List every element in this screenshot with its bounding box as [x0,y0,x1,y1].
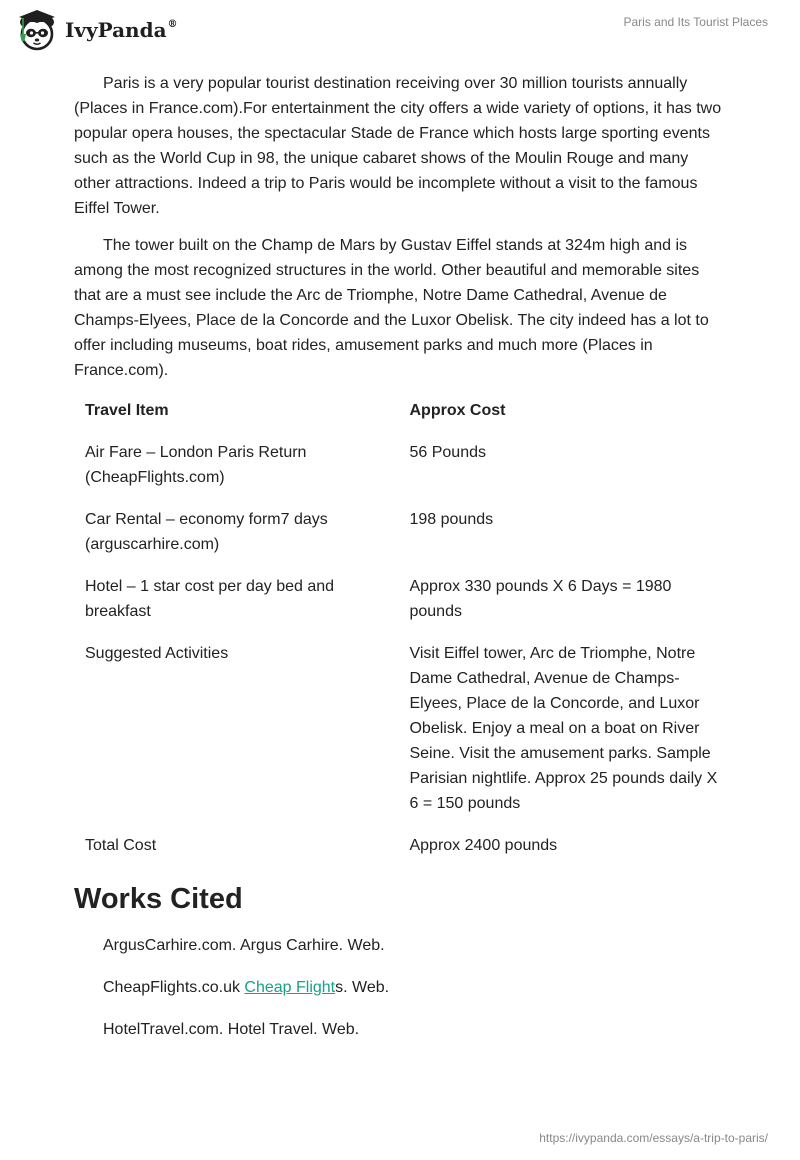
panda-mascot-icon [14,8,60,54]
registered-mark: ® [167,19,178,31]
approx-cost-cell: Approx 2400 pounds [409,837,558,854]
brand-name: IvyPanda® [65,18,178,42]
citation-entry: ArgusCarhire.com. Argus Carhire. Web. [103,937,385,954]
source-url[interactable]: https://ivypanda.com/essays/a-trip-to-paris/ [539,1131,768,1145]
travel-item-cell: Car Rental – economy form7 days (arguscarhire.com) [85,511,328,553]
approx-cost-cell: Approx 330 pounds X 6 Days = 1980 pounds [409,578,672,620]
table-row [74,833,724,875]
table-row [74,440,724,507]
travel-item-cell: Hotel – 1 star cost per day bed and breakfast [85,578,335,620]
page-header [0,0,800,70]
table-header-row [74,398,724,440]
travel-item-cell: Suggested Activities [85,645,229,662]
body-paragraph: Paris is a very popular tourist destination receiving over 30 million tourists annually (Places in France.com).For entertainment the city offers a wide variety of options, it has two popular opera houses, the spectacular Stade de France which hosts large sporting events such as the World Cup in 98, the unique cabaret shows of the Moulin Rouge and many other attractions. Indeed a trip to Paris would be incomplete without a visit to the famous Eiffel Tower. [74,75,722,217]
column-header-approx-cost: Approx Cost [409,402,506,419]
table-row [74,641,724,833]
body-paragraph: The tower built on the Champ de Mars by Gustav Eiffel stands at 324m high and is among the most recognized structures in the world. Other beautiful and memorable sites that are a must see include the Arc de Triomphe, Notre Dame Cathedral, Avenue de Champs-Elyees, Place de la Concorde and the Luxor Obelisk. The city indeed has a lot to offer including museums, boat rides, amusement parks and much more (Places in France.com). [74,237,709,379]
approx-cost-cell: 198 pounds [409,511,494,528]
table-row [74,574,724,641]
citation-entry [103,975,724,1000]
approx-cost-cell: 56 Pounds [409,444,486,461]
travel-cost-table [74,398,724,875]
document-title: Paris and Its Tourist Places [623,15,768,29]
citation-suffix: s. Web. [335,979,390,996]
citation-prefix: CheapFlights.co.uk [103,979,245,996]
works-cited-heading: Works Cited [74,883,243,915]
essay-content [74,71,724,1042]
ivypanda-logo[interactable] [14,8,178,54]
citation-entry: HotelTravel.com. Hotel Travel. Web. [103,1021,360,1038]
travel-item-cell: Air Fare – London Paris Return (CheapFlights.com) [85,444,307,486]
column-header-travel-item: Travel Item [85,402,169,419]
table-row [74,507,724,574]
travel-item-cell: Total Cost [85,837,157,854]
approx-cost-cell: Visit Eiffel tower, Arc de Triomphe, Notre Dame Cathedral, Avenue de Champs-Elyees, Place de la Concorde, and Luxor Obelisk. Enjoy a meal on a boat on River Seine. Visit the amusement parks. Sample Parisian nightlife. Approx 25 pounds daily X 6 = 150 pounds [409,645,718,812]
cheap-flights-link[interactable]: Cheap Flight [244,979,336,996]
